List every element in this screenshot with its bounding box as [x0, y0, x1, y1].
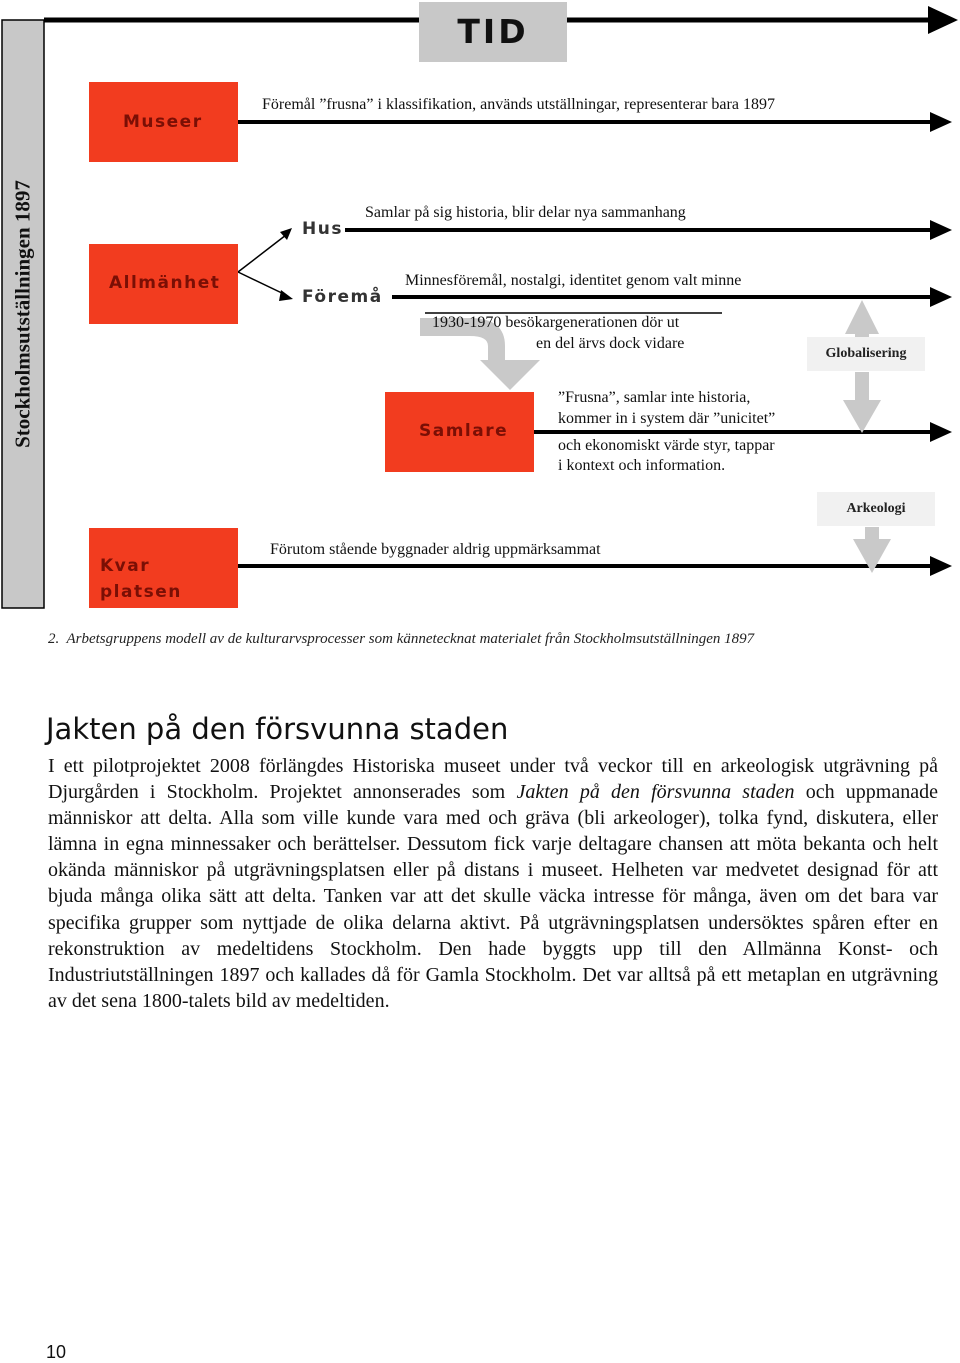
hus-label: Hus [302, 219, 343, 239]
forema-arrow-head [930, 287, 952, 307]
article-body [48, 753, 938, 1014]
kvar-arrow-head [930, 556, 952, 576]
generation-text-line1: 1930-1970 besökargenerationen dör ut [432, 314, 680, 331]
samlare-text-line3: och ekonomiskt värde styr, tappar [558, 437, 775, 454]
hus-line-text: Samlar på sig historia, blir delar nya sammanhang [365, 204, 686, 221]
caption-number: 2. [48, 631, 60, 647]
samlare-text-line4: i kontext och information. [558, 457, 726, 474]
forema-label: Föremå [302, 287, 383, 307]
samlare-text-line2: kommer in i system där ”unicitet” [558, 410, 776, 427]
body-text-b: och uppmanade människor att delta. Alla som ville kunde vara med och gräva (bli arkeologer), tolka fynd, diskutera, eller lämna in egna minnessaker och berättelser. Dessutom fick varje deltagare chansen att möta bekanta och helt okända människor på utgrävningsplatsen eller på distans i museet. Helheten var medvetet designad för att bjuda många olika sätt att delta. Tanken var att det skulle väcka intresse för många, även om det bara var specifika grupper som nyttjade de olika delarna aktivt. På utgrävningsplatsen undersöktes spåren efter en rekonstruktion av medeltidens Stockholm. Den hade byggts upp till den Allmänna Konst- och Industriutställningen 1897 och kallades då för Gamla Stockholm. Det var alltså på ett metaplan en utgrävning av det sena 1800-talets bild av medeltiden. [48, 781, 938, 1012]
samlare-arrow-head [930, 422, 952, 442]
museer-line-text: Föremål ”frusna” i klassifikation, används utställningar, representerar bara 1897 [262, 96, 775, 113]
hus-arrow-head [930, 220, 952, 240]
arkeologi-tag: Arkeologi [817, 492, 935, 526]
branch-lower-head [279, 290, 293, 301]
kvar-label-line2: platsen [100, 582, 182, 602]
museer-label: Museer [123, 112, 203, 132]
time-arrow-head [928, 6, 958, 34]
globalisering-arrow-down [843, 400, 881, 433]
forema-line-text: Minnesföremål, nostalgi, identitet genom valt minne [405, 272, 742, 289]
globalisering-tag: Globalisering [807, 337, 925, 371]
caption-text: Arbetsgruppens modell av de kulturarvsprocesser som kännetecknat materialet från Stockholmsutställningen 1897 [66, 631, 755, 647]
kvar-label-line1: Kvar [100, 556, 151, 576]
globalisering-arrow-shaft [855, 372, 869, 400]
allmanhet-label: Allmänhet [109, 273, 221, 293]
side-label: Stockholmsutställningen 1897 [10, 180, 35, 448]
samlare-text-line1: ”Frusna”, samlar inte historia, [558, 389, 751, 406]
globalisering-arrow-up [845, 300, 879, 338]
branch-upper [238, 235, 286, 272]
time-label: TID [457, 12, 529, 51]
museer-arrow-head [930, 112, 952, 132]
samlare-label: Samlare [419, 421, 509, 441]
figure-caption [48, 631, 754, 648]
branch-lower [238, 272, 286, 295]
body-text-a: I ett pilotprojektet 2008 förlängdes Historiska museet under två veckor till en arkeologisk utgrävning på Djurgården i Stockholm. Projektet annonserades som [48, 755, 938, 804]
kvar-line-text: Förutom stående byggnader aldrig uppmärksammat [270, 541, 601, 558]
arkeologi-arrow-shaft [865, 527, 879, 539]
process-diagram [0, 0, 960, 620]
body-text-italic-title: Jakten på den försvunna staden [516, 781, 795, 804]
page-number: 10 [46, 1342, 67, 1362]
generation-text-line2: en del ärvs dock vidare [536, 335, 685, 352]
article-heading: Jakten på den försvunna staden [46, 712, 509, 746]
